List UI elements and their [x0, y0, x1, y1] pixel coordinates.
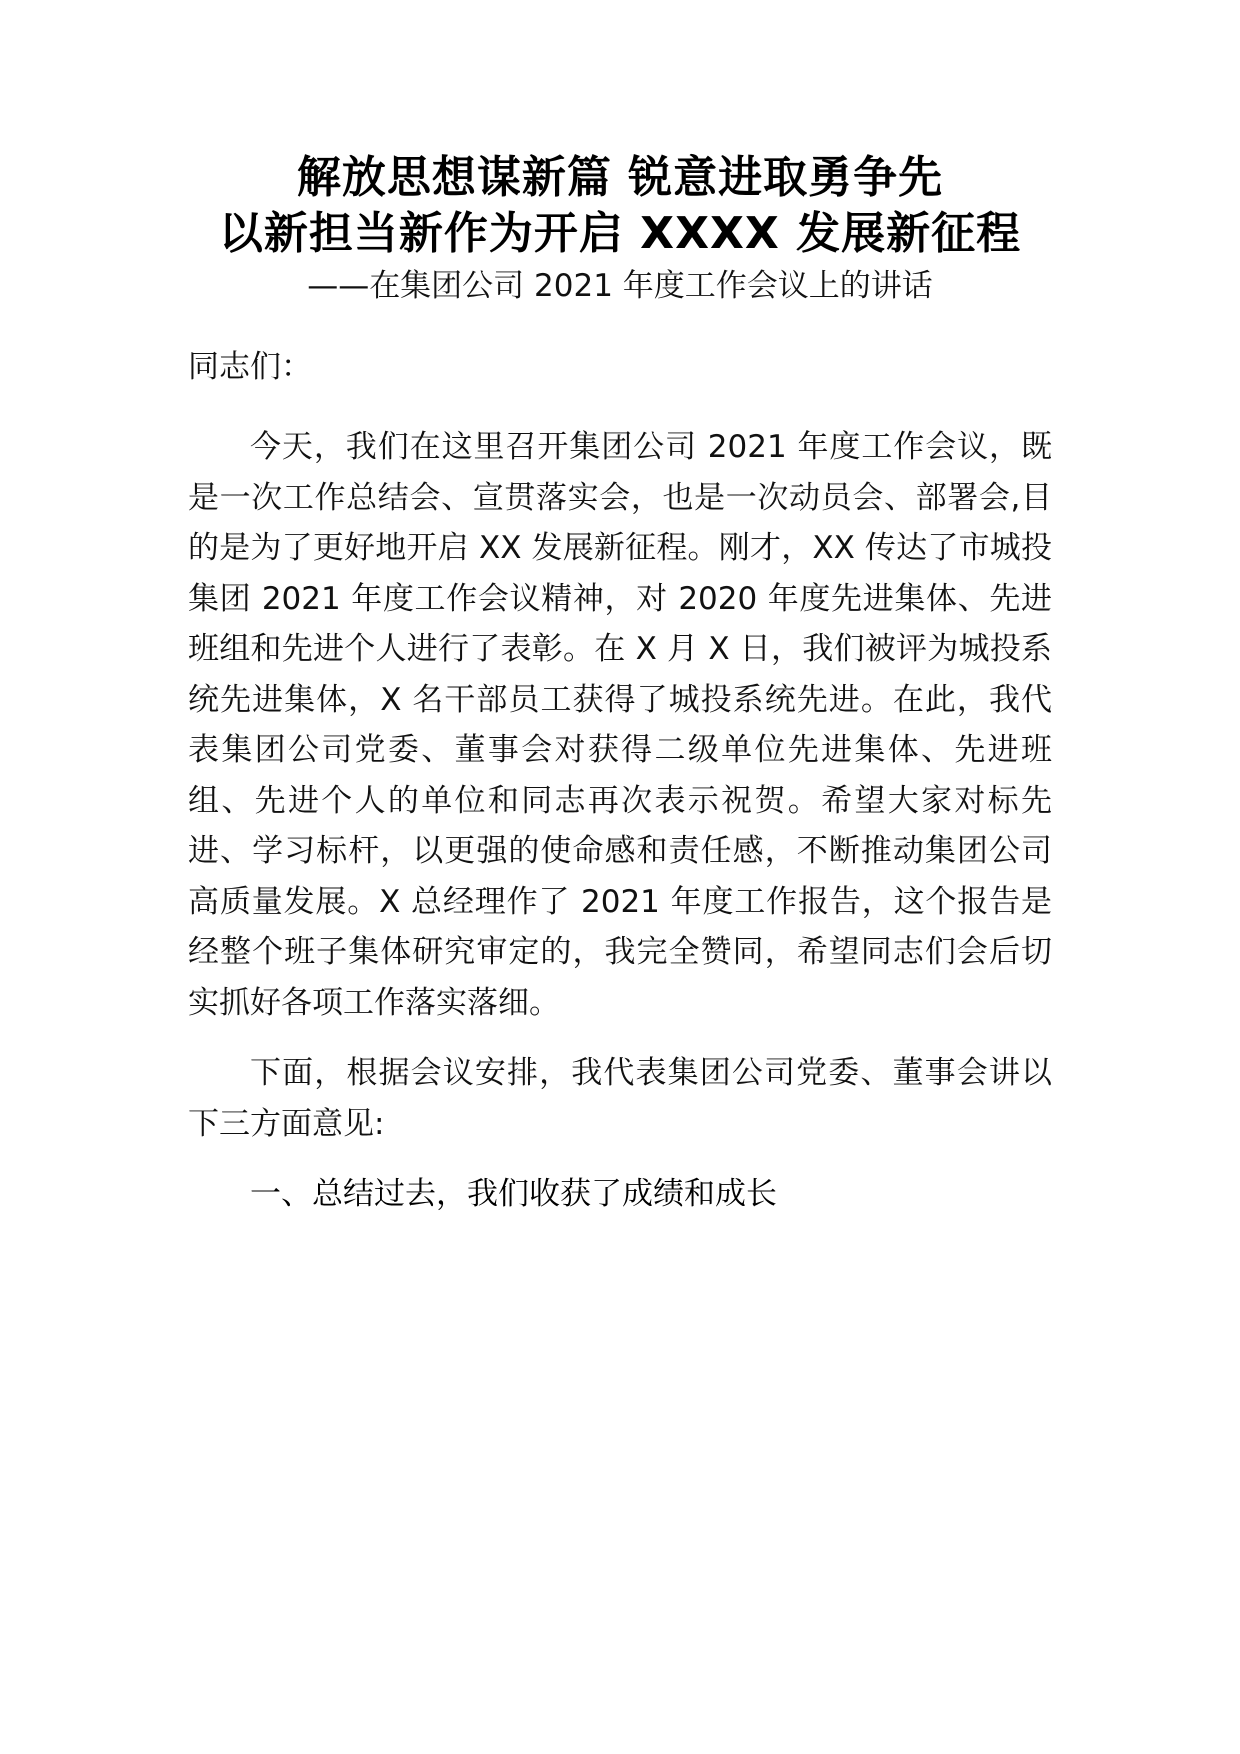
body-paragraph-1: 今天，我们在这里召开集团公司 2021 年度工作会议，既是一次工作总结会、宣贯落实会，也是一次动员会、部署会,目的是为了更好地开启 XX 发展新征程。刚才，XX 传达了市城投集团 2021 年度工作会议精神，对 2020 年度先进集体、先进班组和先进个人进行了表彰。在 X 月 X 日，我们被评为城投系统先进集体，X 名干部员工获得了城投系统先进。在此，我代表集团公司党委、董事会对获得二级单位先进集体、先进班组、先进个人的单位和同志再次表示祝贺。希望大家对标先进、学习标杆，以更强的使命感和责任感，不断推动集团公司高质量发展。X 总经理作了 2021 年度工作报告，这个报告是经整个班子集体研究审定的，我完全赞同，希望同志们会后切实抓好各项工作落实落细。: [188, 429, 1052, 1021]
document-title-line-2: 以新担当新作为开启 XXXX 发展新征程: [218, 208, 1022, 259]
document-subtitle: ——在集团公司 2021 年度工作会议上的讲话: [307, 268, 933, 304]
document-body: [188, 342, 1052, 1219]
title-block: [150, 150, 1090, 308]
body-paragraph-2: 下面，根据会议安排，我代表集团公司党委、董事会讲以下三方面意见:: [188, 1055, 1052, 1142]
salutation: 同志们：: [188, 349, 312, 385]
document-title-line-1: 解放思想谋新篇 锐意进取勇争先: [296, 152, 944, 203]
section-heading-1: 一、总结过去，我们收获了成绩和成长: [250, 1176, 777, 1212]
